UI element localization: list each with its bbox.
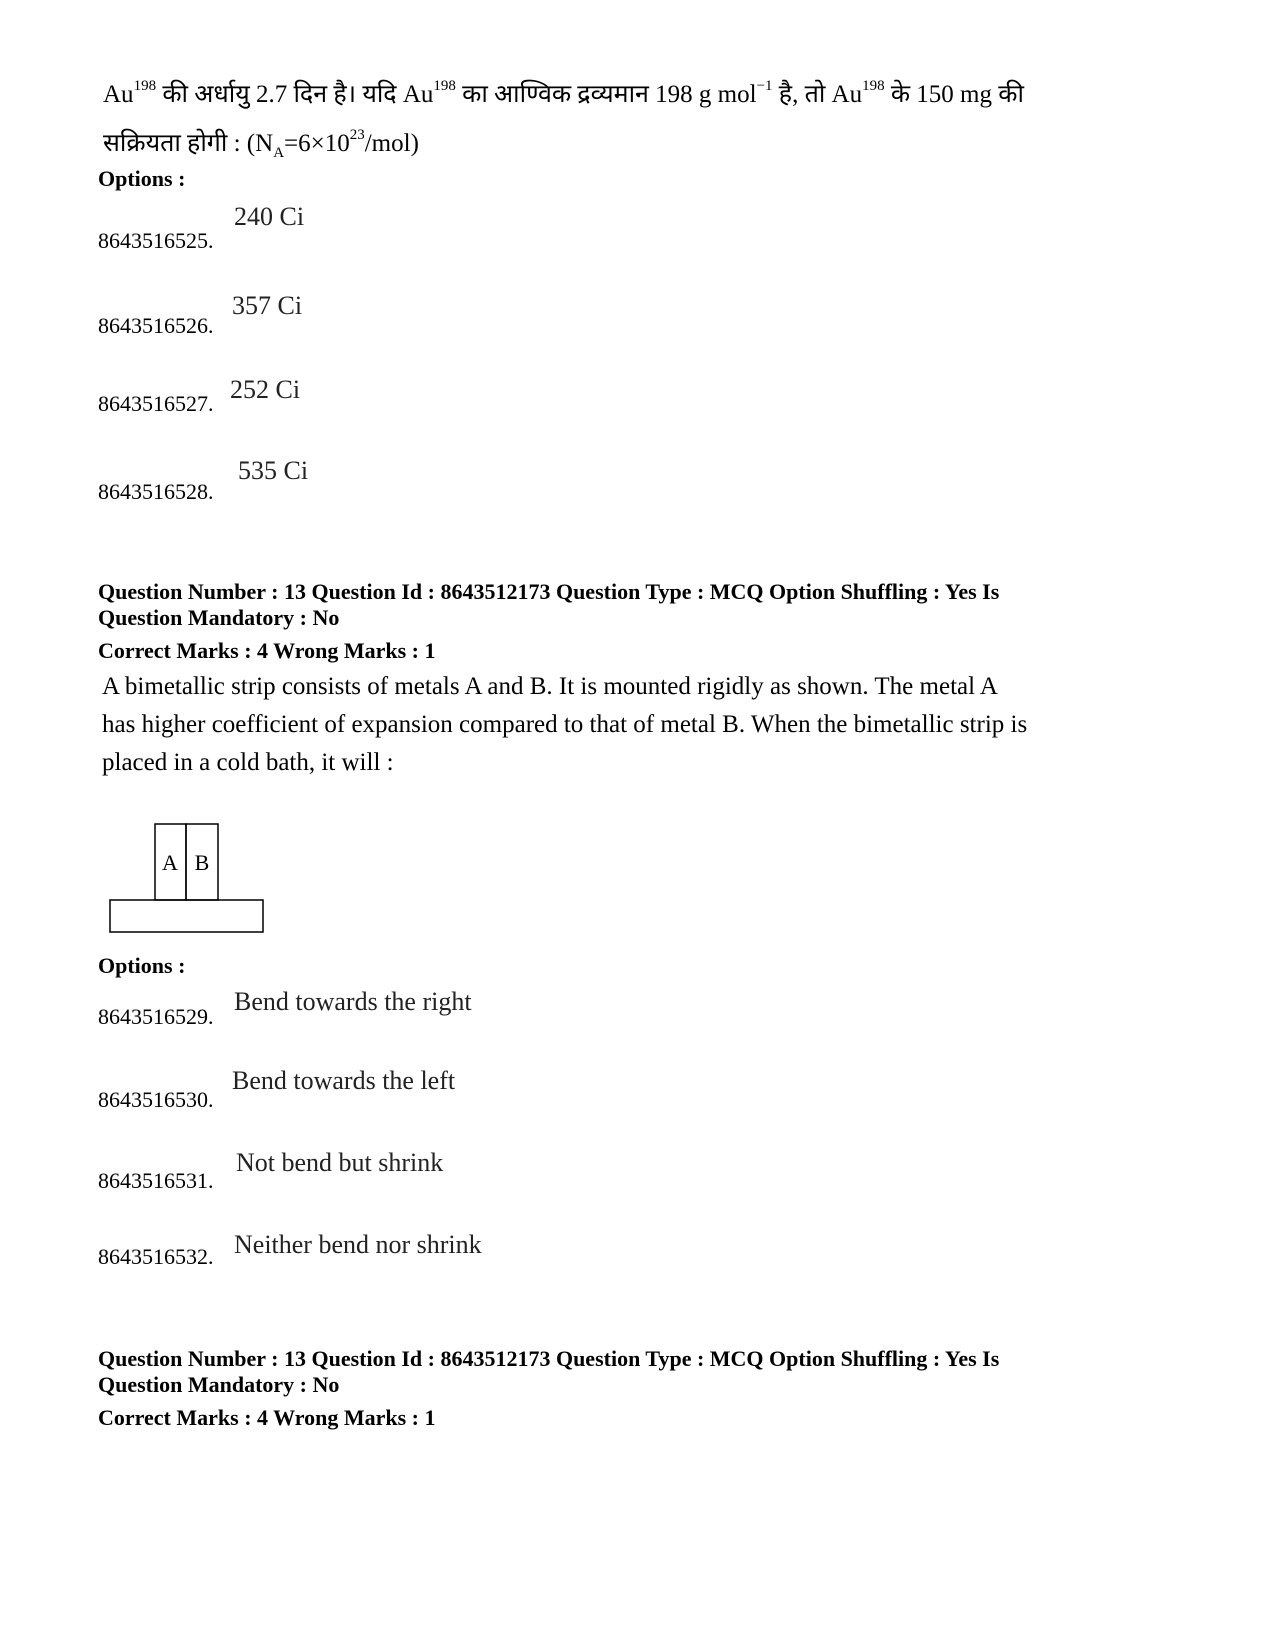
q13-repeat-meta-line1: Question Number : 13 Question Id : 8643512173 Question Type : MCQ Option Shuffling : Yes Is <box>98 1346 1000 1371</box>
q13-question-line: A bimetallic strip consists of metals A and B. It is mounted rigidly as shown. The metal A <box>102 673 998 700</box>
bimetallic-strip-diagram <box>108 822 268 936</box>
q12-text: के 150 mg की <box>890 81 1024 108</box>
metal-b-label: B <box>194 850 210 875</box>
q12-option-value[interactable]: 252 Ci <box>230 375 301 404</box>
q12-option-value[interactable]: 240 Ci <box>234 202 305 231</box>
q12-sup: 23 <box>349 127 365 143</box>
q13-option-id: 8643516529. <box>98 1004 214 1029</box>
q12-sub: A <box>273 145 285 161</box>
bimetallic-strip-figure <box>108 822 268 936</box>
q12-sup: 198 <box>862 78 885 94</box>
q12-option-id: 8643516526. <box>98 313 214 338</box>
mounting-base <box>110 900 263 932</box>
q12-option-value[interactable]: 535 Ci <box>238 456 309 485</box>
q13-meta-line1: Question Number : 13 Question Id : 8643512173 Question Type : MCQ Option Shuffling : Yes Is <box>98 579 1000 604</box>
q12-options-label: Options : <box>98 166 186 191</box>
q13-options-label: Options : <box>98 953 186 978</box>
q13-option-value[interactable]: Neither bend nor shrink <box>234 1230 482 1259</box>
q12-sup: 198 <box>133 78 157 94</box>
q13-option-value[interactable]: Bend towards the right <box>234 987 472 1016</box>
q13-option-id: 8643516530. <box>98 1087 214 1112</box>
q12-text: =6×10 <box>284 130 350 157</box>
q12-au: Au <box>103 81 134 108</box>
q12-question-line2 <box>103 115 419 173</box>
q13-question-line: placed in a cold bath, it will : <box>102 749 394 776</box>
q12-option-id: 8643516525. <box>98 228 214 253</box>
q12-text: का आण्विक द्रव्यमान 198 g mol <box>462 81 757 108</box>
q12-text: की अर्धायु 2.7 दिन है। यदि Au <box>162 81 434 108</box>
q12-text: /mol) <box>364 130 419 157</box>
q13-repeat-marks: Correct Marks : 4 Wrong Marks : 1 <box>98 1405 436 1430</box>
q12-text: है, तो Au <box>778 81 863 108</box>
q13-repeat-meta-line2: Question Mandatory : No <box>98 1372 340 1397</box>
metal-a-label: A <box>162 850 178 875</box>
q13-meta-line2: Question Mandatory : No <box>98 605 340 630</box>
q13-option-value[interactable]: Bend towards the left <box>232 1066 456 1095</box>
q13-option-value[interactable]: Not bend but shrink <box>236 1148 444 1177</box>
q12-sup: 198 <box>433 78 456 94</box>
q12-option-value[interactable]: 357 Ci <box>232 291 303 320</box>
q12-question-line1 <box>103 66 1183 115</box>
q12-option-id: 8643516528. <box>98 479 214 504</box>
q13-option-id: 8643516531. <box>98 1168 214 1193</box>
q13-question-text <box>102 668 1182 782</box>
q13-option-id: 8643516532. <box>98 1244 214 1269</box>
q12-text: सक्रियता होगी : (N <box>103 130 274 157</box>
q12-option-id: 8643516527. <box>98 391 214 416</box>
q13-question-line: has higher coefficient of expansion compared to that of metal B. When the bimetallic strip is <box>102 711 1028 738</box>
q12-sup: −1 <box>756 78 773 94</box>
q13-marks: Correct Marks : 4 Wrong Marks : 1 <box>98 638 436 663</box>
